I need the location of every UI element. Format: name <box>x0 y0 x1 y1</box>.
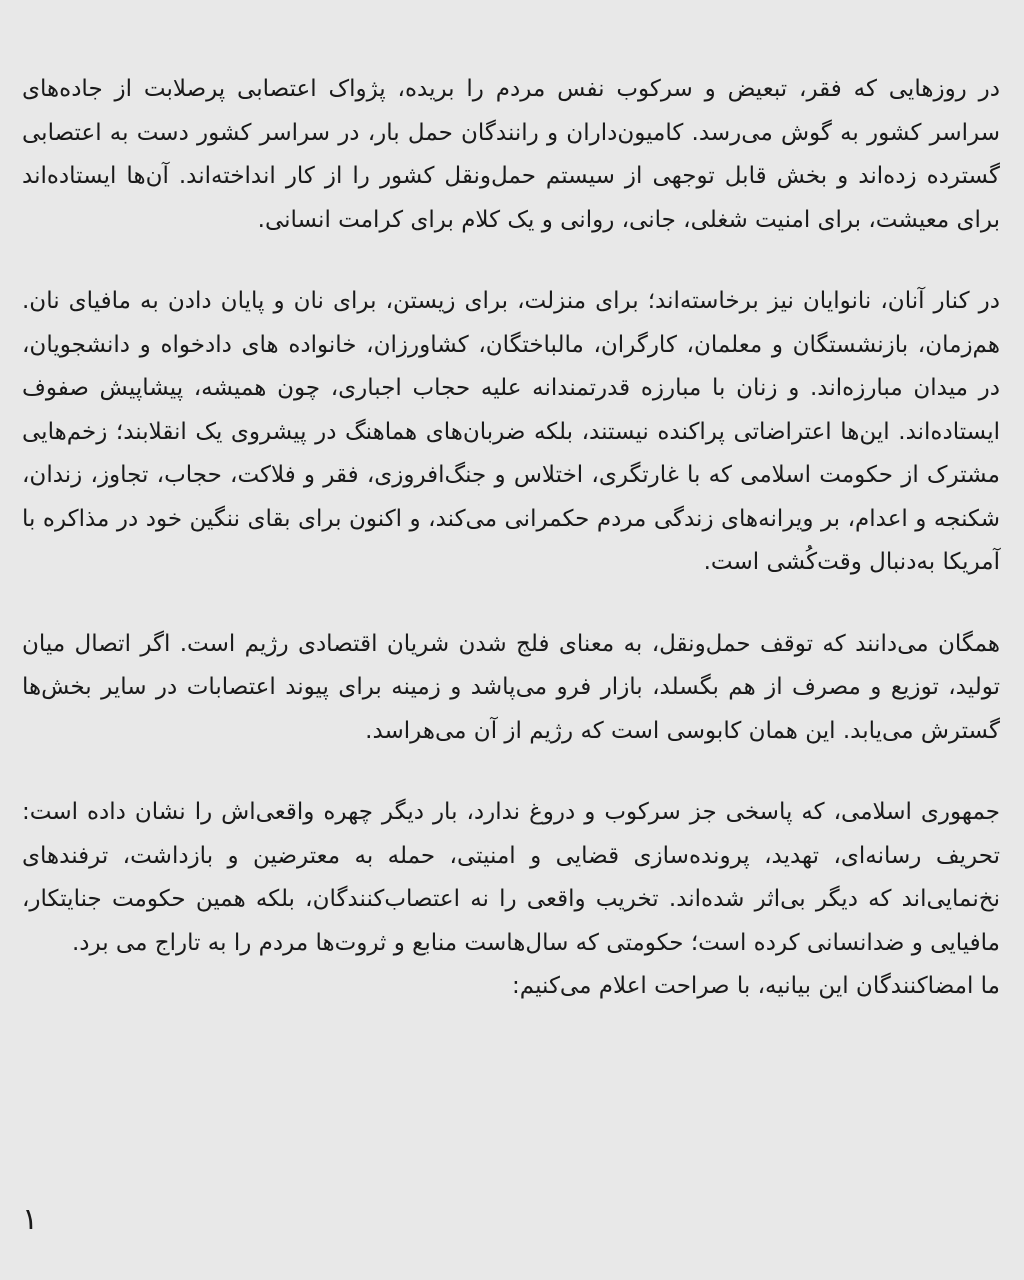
page-number: ۱ <box>22 1202 39 1237</box>
paragraph-5: ما امضاکنندگان این بیانیه، با صراحت اعلام می‌کنیم: <box>512 973 1000 999</box>
paragraph-4: جمهوری اسلامی، که پاسخی جز سرکوب و دروغ ندارد، بار دیگر چهره واقعی‌اش را نشان داده است: تحریف رسانه‌ای، تهدید، پرونده‌سازی قضایی و امنیتی، حمله به معترضین و بازداشت، ترفندهای نخ‌نمایی‌اند که دیگر بی‌اثر شده‌اند. تخریب واقعی را نه اعتصاب‌کنندگان، بلکه همین حکومت جنایتکار، مافیایی و ضدانسانی کرده است؛ حکومتی که سال‌هاست منابع و ثروت‌ها مردم را به تاراج می برد. <box>22 799 1000 956</box>
paragraph-1: در روزهایی که فقر، تبعیض و سرکوب نفس مردم را بریده، پژواک اعتصابی پرصلابت از جاده‌های سراسر کشور به گوش می‌رسد. کامیون‌داران و رانندگان حمل بار، در سراسر کشور دست به اعتصابی گسترده زده‌اند و بخش قابل توجهی از سیستم حمل‌ونقل کشور را از کار انداخته‌اند. آن‌ها ایستاده‌اند برای معیشت، برای امنیت شغلی، جانی، روانی و یک کلام برای کرامت انسانی. <box>22 76 1000 233</box>
paragraph-3: همگان می‌دانند که توقف حمل‌ونقل، به معنای فلج شدن شریان اقتصادی رژیم است. اگر اتصال میان تولید، توزیع و مصرف از هم بگسلد، بازار فرو می‌پاشد و زمینه برای پیوند اعتصابات در سایر بخش‌ها گسترش می‌یابد. این همان کابوسی است که رژیم از آن می‌هراسد. <box>22 630 1000 744</box>
paragraph-2: در کنار آنان، نانوایان نیز برخاسته‌اند؛ برای منزلت، برای زیستن، برای نان و پایان دادن به مافیای نان. هم‌زمان، بازنشستگان و معلمان، کارگران، مالباختگان، کشاورزان، خانواده های دادخواه و دانشجویان، در میدان مبارزه‌اند. و زنان با مبارزه قدرتمندانه علیه حجاب اجباری، چون همیشه، پیشاپیش صفوف ایستاده‌اند. این‌ها اعتراضاتی پراکنده نیستند، بلکه ضربان‌های هماهنگ در پیشروی یک انقلابند؛ زخم‌هایی مشترک از حکومت اسلامی که با غارتگری، اختلاس و جنگ‌افروزی، فقر و فلاکت، حجاب، تجاوز، زندان، شکنجه و اعدام، بر ویرانه‌های زندگی مردم حکمرانی می‌کند، و اکنون برای بقای ننگین خود در مذاکره با آمریکا به‌دنبال وقت‌کُشی است. <box>22 288 1000 575</box>
